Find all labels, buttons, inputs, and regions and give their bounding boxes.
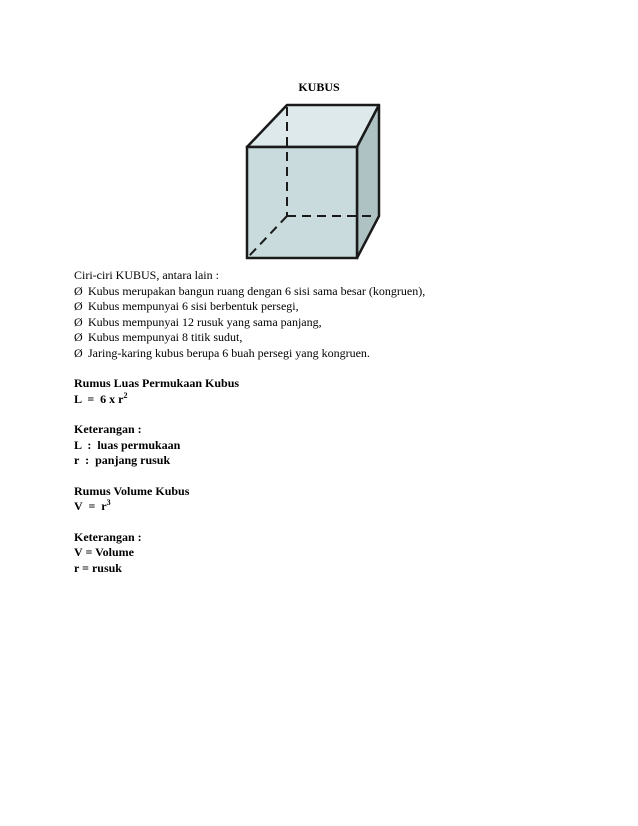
- volume-section: [74, 484, 574, 515]
- cube-illustration: [244, 102, 384, 262]
- page-title: KUBUS: [298, 80, 340, 94]
- volume-formula: $V = r^3$: [74, 498, 111, 513]
- keterangan-heading: Keterangan :: [74, 529, 142, 544]
- list-item: Ø Kubus mempunyai 12 rusuk yang sama panjang,: [74, 314, 322, 329]
- luas-formula: L = 6 x $r^2$: [74, 390, 128, 406]
- list-item: Ø Kubus mempunyai 6 sisi berbentuk persegi,: [74, 299, 299, 313]
- bullet-icon: Ø: [74, 345, 83, 360]
- keterangan-line: r = rusuk: [74, 560, 122, 575]
- luas-keterangan: [74, 422, 574, 469]
- feature-list: [74, 284, 574, 362]
- volume-keterangan: [74, 530, 574, 577]
- luas-heading: Rumus Luas Permukaan Kubus: [74, 376, 240, 390]
- list-item: Ø Kubus mempunyai 8 titik sudut,: [74, 330, 243, 344]
- bullet-icon: Ø: [74, 330, 83, 344]
- keterangan-line: V = Volume: [74, 545, 134, 559]
- bullet-icon: Ø: [74, 299, 83, 313]
- bullet-icon: Ø: [74, 283, 83, 298]
- luas-section: [74, 376, 574, 407]
- document-body: [74, 268, 574, 576]
- list-item: Ø Kubus merupakan bangun ruang dengan 6 sisi sama besar (kongruen),: [74, 283, 426, 298]
- keterangan-line: L : luas permukaan: [74, 437, 181, 452]
- bullet-icon: Ø: [74, 314, 83, 329]
- keterangan-line: r : panjang rusuk: [74, 453, 171, 467]
- volume-heading: Rumus Volume Kubus: [74, 483, 190, 498]
- keterangan-heading: Keterangan :: [74, 422, 142, 436]
- intro-text: Ciri-ciri KUBUS, antara lain :: [74, 268, 219, 282]
- list-item: Ø Jaring-karing kubus berupa 6 buah persegi yang kongruen.: [74, 345, 370, 360]
